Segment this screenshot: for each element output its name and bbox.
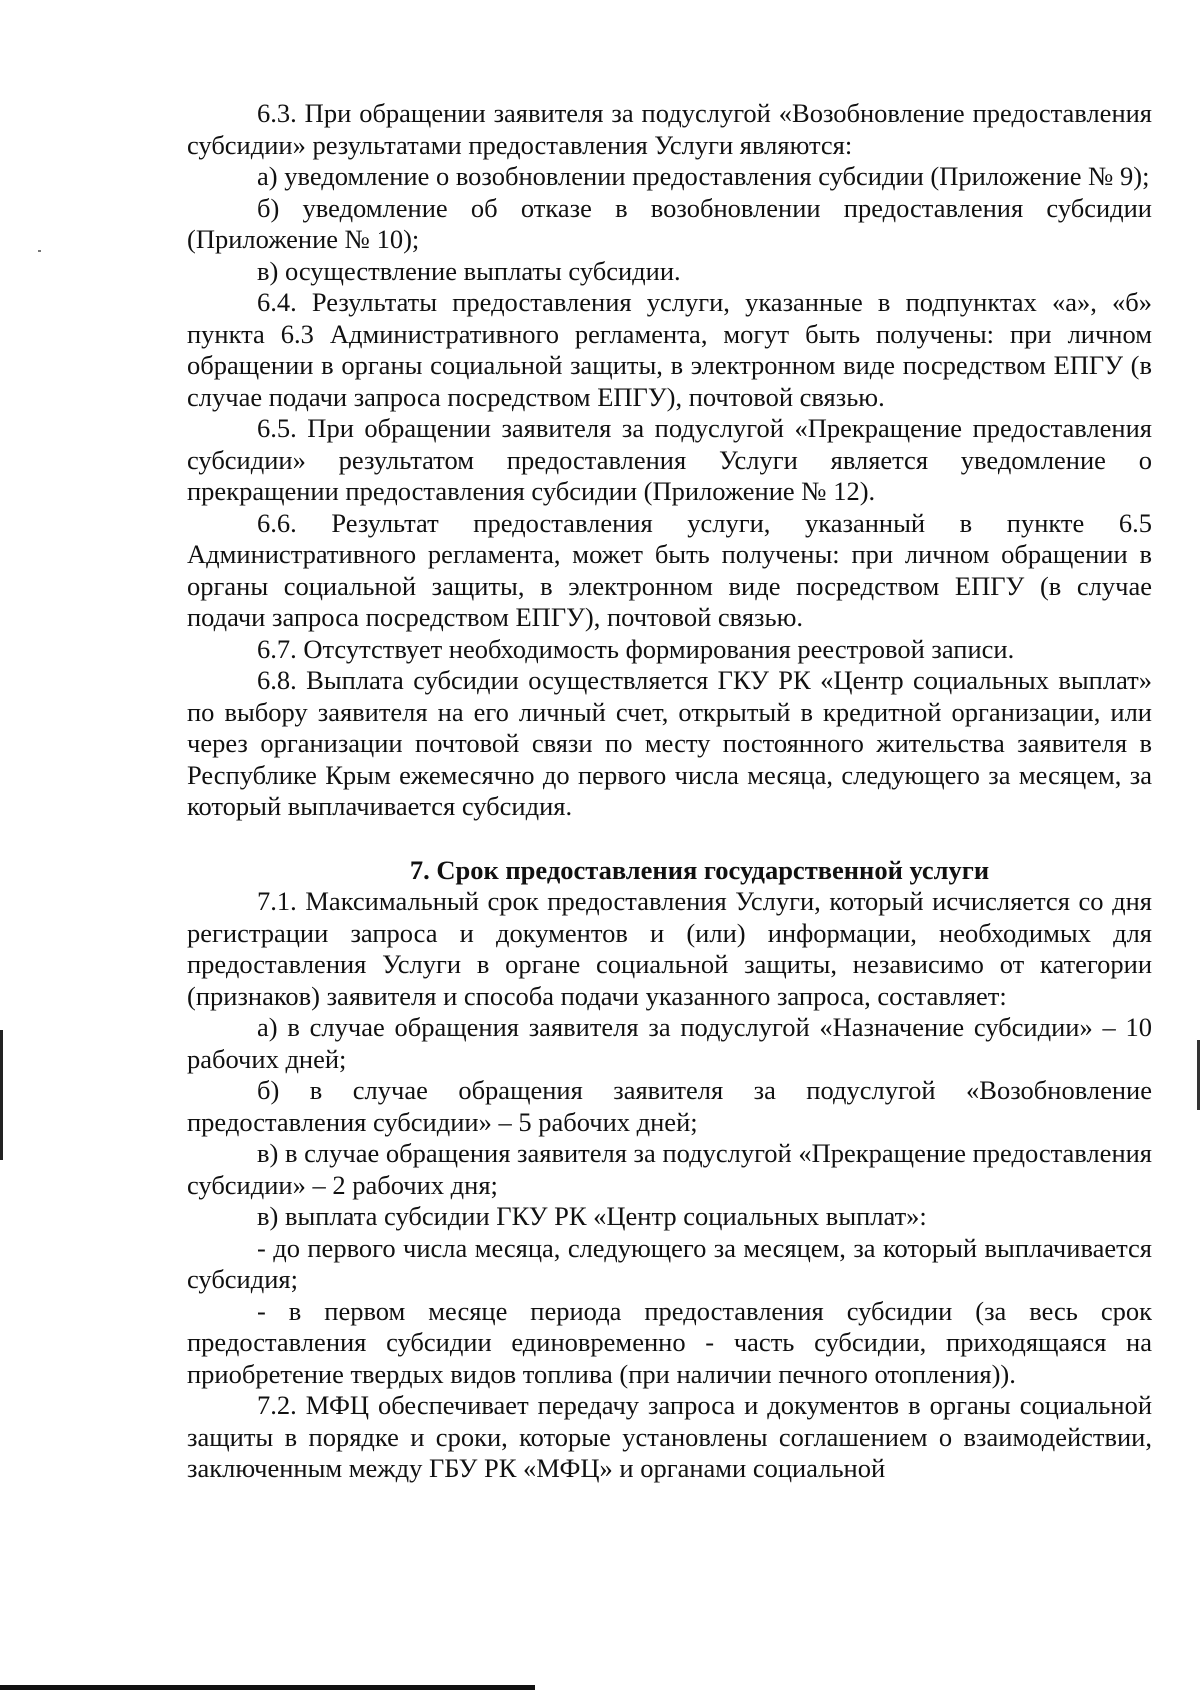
paragraph-7-1-dash-1: - до первого числа месяца, следующего за месяцем, за который выплачивается субсидия;: [187, 1232, 1152, 1294]
paragraph-7-2: 7.2. МФЦ обеспечивает передачу запроса и документов в органы социальной защиты в порядке и сроки, которые установлены соглашением о взаимодействии, заключенным между ГБУ РК «МФЦ» и органами социальной: [187, 1390, 1152, 1483]
paragraph-6-3-a: а) уведомление о возобновлении предоставления субсидии (Приложение № 9);: [257, 161, 1150, 191]
paragraph-6-3-b: б) уведомление об отказе в возобновлении предоставления субсидии (Приложение № 10);: [187, 192, 1152, 254]
paragraph-7-1-c: в) в случае обращения заявителя за подуслугой «Прекращение предоставления субсидии» – 2 рабочих дня;: [187, 1138, 1152, 1200]
paragraph-7-1: 7.1. Максимальный срок предоставления Услуги, который исчисляется со дня регистрации запроса и документов и (или) информации, необходимых для предоставления Услуги в органе социальной защиты, независимо от категории (признаков) заявителя и способа подачи указанного запроса, составляет:: [187, 886, 1152, 1011]
section-heading-7: 7. Срок предоставления государственной услуги: [409, 854, 990, 885]
paragraph-7-1-b: б) в случае обращения заявителя за подуслугой «Возобновление предоставления субсидии» – 5 рабочих дней;: [187, 1075, 1152, 1137]
scan-speck: [38, 250, 41, 252]
paragraph-6-6: 6.6. Результат предоставления услуги, указанный в пункте 6.5 Административного регламента, может быть получены: при личном обращении в органы социальной защиты, в электронном виде посредством ЕПГУ (в случае подачи запроса посредством ЕПГУ), почтовой связью.: [187, 507, 1152, 632]
paragraph-6-8: 6.8. Выплата субсидии осуществляется ГКУ РК «Центр социальных выплат» по выбору заявителя на его личный счет, открытый в кредитной организации, или через организации почтовой связи по месту постоянного жительства заявителя в Республике Крым ежемесячно до первого числа месяца, следующего за месяцем, за который выплачивается субсидия.: [187, 665, 1152, 821]
paragraph-7-1-payment: в) выплата субсидии ГКУ РК «Центр социальных выплат»:: [257, 1201, 927, 1231]
document-page: [187, 98, 1152, 1485]
paragraph-6-7: 6.7. Отсутствует необходимость формирования реестровой записи.: [257, 633, 1015, 664]
paragraph-7-1-a: а) в случае обращения заявителя за подуслугой «Назначение субсидии» – 10 рабочих дней;: [187, 1012, 1152, 1074]
paragraph-6-3-c: в) осуществление выплаты субсидии.: [257, 255, 681, 286]
paragraph-7-1-dash-2: - в первом месяце периода предоставления субсидии (за весь срок предоставления субсидии единовременно - часть субсидии, приходящаяся на приобретение твердых видов топлива (при наличии печного отопления)).: [187, 1295, 1152, 1389]
paragraph-6-4: 6.4. Результаты предоставления услуги, указанные в подпунктах «а», «б» пункта 6.3 Административного регламента, могут быть получены: при личном обращении в органы социальной защиты, в электронном виде посредством ЕПГУ (в случае подачи запроса посредством ЕПГУ), почтовой связью.: [187, 287, 1152, 412]
scan-edge-bottom: [0, 1685, 535, 1690]
paragraph-6-5: 6.5. При обращении заявителя за подуслугой «Прекращение предоставления субсидии» результатом предоставления Услуги является уведомление о прекращении предоставления субсидии (Приложение № 12).: [187, 413, 1152, 506]
scan-edge-left: [0, 1030, 3, 1160]
paragraph-6-3: 6.3. При обращении заявителя за подуслугой «Возобновление предоставления субсидии» результатами предоставления Услуги являются:: [187, 98, 1152, 160]
